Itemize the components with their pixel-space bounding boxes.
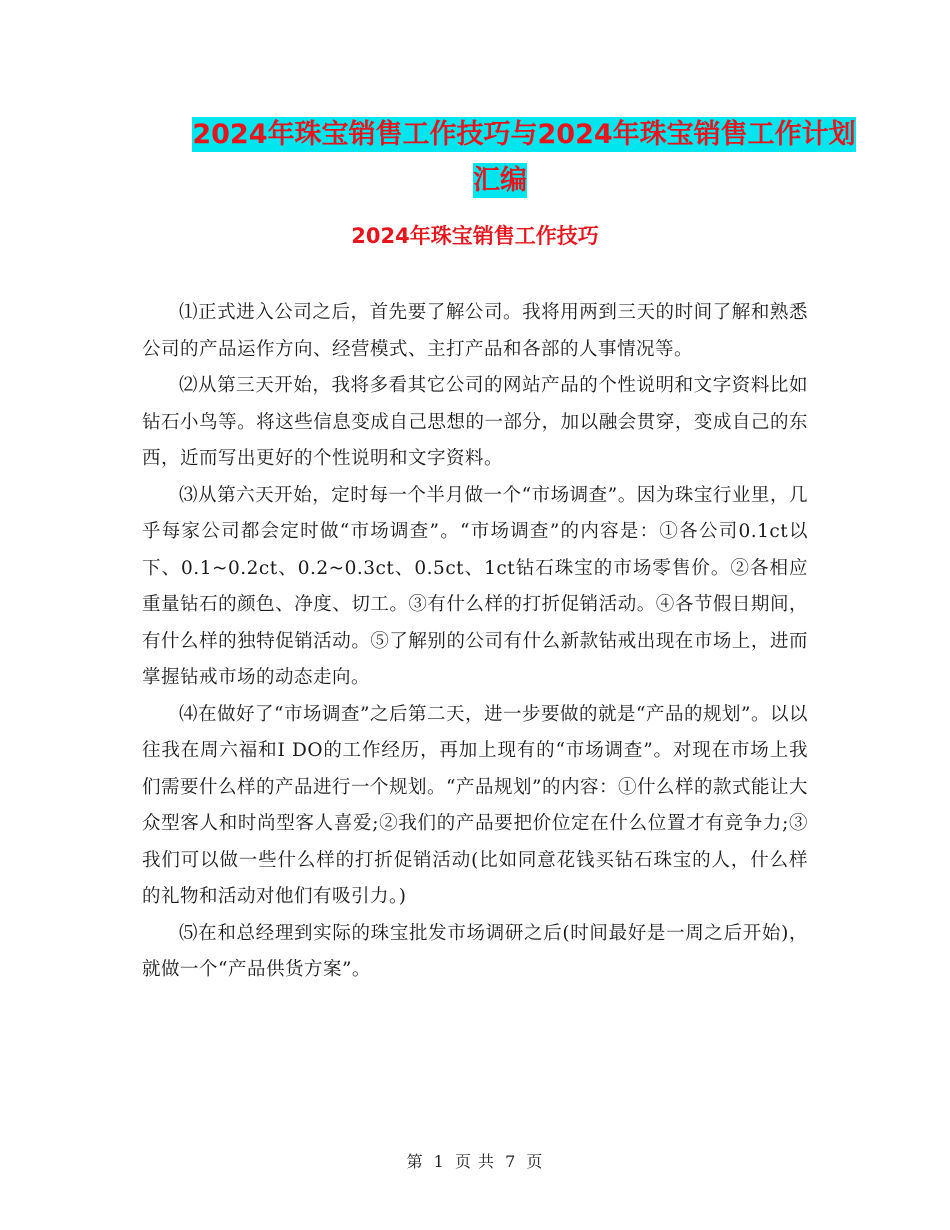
paragraph-1: ⑴正式进入公司之后，首先要了解公司。我将用两到三天的时间了解和熟悉公司的产品运作方向、经营模式、主打产品和各部的人事情况等。	[142, 302, 808, 360]
document-body	[142, 295, 808, 989]
footer-page-number: 1	[433, 1152, 445, 1171]
document-title-line2: 汇编	[473, 165, 527, 196]
paragraph-4: ⑷在做好了“市场调查”之后第二天，进一步要做的就是“产品的规划”。以以往我在周六福和I DO的工作经历，再加上现有的“市场调查”。对现在市场上我们需要什么样的产品进行一个规划。“产品规划”的内容：①什么样的款式能让大众型客人和时尚型客人喜爱;②我们的产品要把价位定在什么位置才有竞争力;③我们可以做一些什么样的打折促销活动(比如同意花钱买钻石珠宝的人，什么样的礼物和活动对他们有吸引力。)	[142, 703, 808, 907]
paragraph-3: ⑶从第六天开始，定时每一个半月做一个“市场调查”。因为珠宝行业里，几乎每家公司都会定时做“市场调查”。“市场调查”的内容是：①各公司0.1ct以下、0.1~0.2ct、0.2~0.3ct、0.5ct、1ct钻石珠宝的市场零售价。②各相应重量钻石的颜色、净度、切工。③有什么样的打折促销活动。④各节假日期间，有什么样的独特促销活动。⑤了解别的公司有什么新款钻戒出现在市场上，进而掌握钻戒市场的动态走向。	[142, 484, 808, 688]
document-title-line1: 2024年珠宝销售工作技巧与2024年珠宝销售工作计划	[192, 119, 856, 150]
paragraph-5: ⑸在和总经理到实际的珠宝批发市场调研之后(时间最好是一周之后开始)，就做一个“产品供货方案”。	[142, 922, 808, 980]
footer-total-pages: 7	[505, 1152, 517, 1171]
paragraph-2: ⑵从第三天开始，我将多看其它公司的网站产品的个性说明和文字资料比如钻石小鸟等。将这些信息变成自己思想的一部分，加以融会贯穿，变成自己的东西，近而写出更好的个性说明和文字资料。	[142, 375, 808, 469]
document-title	[140, 112, 860, 204]
footer-middle: 页 共	[454, 1152, 496, 1171]
footer-prefix: 第	[406, 1152, 424, 1171]
section-title: 2024年珠宝销售工作技巧	[351, 224, 599, 248]
footer-suffix: 页	[526, 1152, 544, 1171]
page-footer	[0, 1150, 950, 1174]
